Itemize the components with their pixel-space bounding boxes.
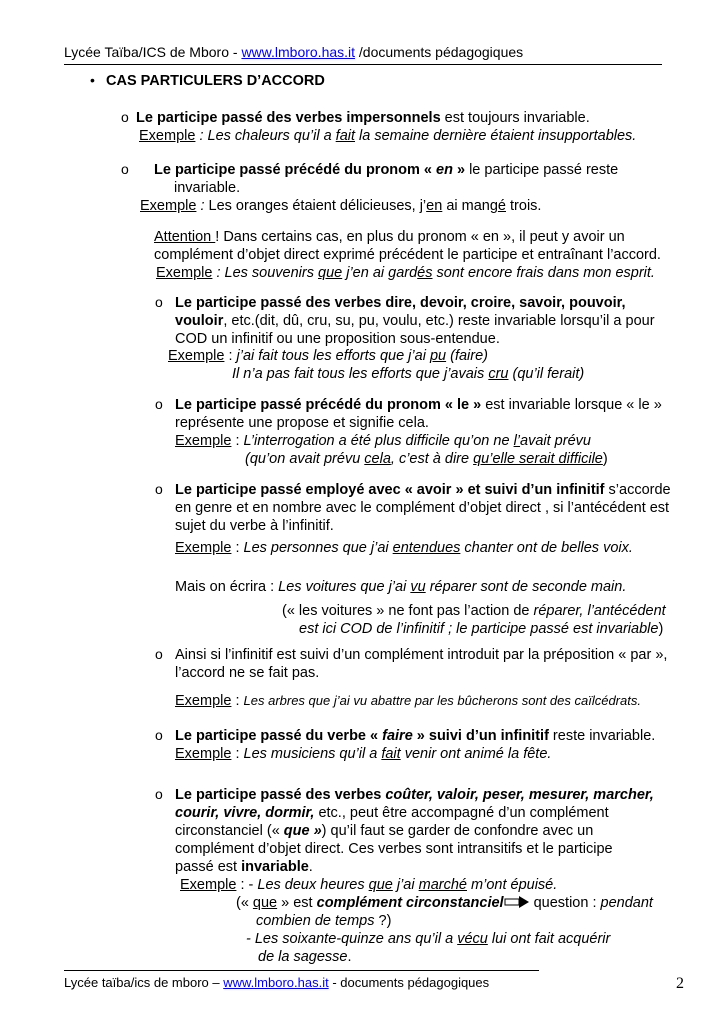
rule-3: Le participe passé des verbes dire, devoir, croire, savoir, pouvoir, vouloir, etc.(dit, dû, cru, su, pu, voulu, etc.) reste invariable lorsqu’il a pour COD un infinitif ou une proposition sous-entendue.: [175, 295, 655, 347]
footer-suffix: - documents pédagogiques: [328, 975, 490, 990]
footer-link[interactable]: www.lmboro.has.it: [223, 975, 329, 990]
rule-1: Le participe passé des verbes impersonnels est toujours invariable. Exemple : Les chaleurs qu’il a fait la semaine dernière étaient insupportables.: [136, 110, 637, 144]
header-prefix: Lycée Taïba/ICS de Mboro -: [64, 44, 242, 60]
bullet-circle: o: [121, 109, 129, 125]
rule-4: Le participe passé précédé du pronom « le » est invariable lorsque « le » représente une propose et signifie cela. Exemple : L’interrogation a été plus difficile qu’on ne l’avait prévu (qu’on avait prévu cela, c’est à dire qu’elle serait difficile): [175, 397, 662, 467]
bullet-dot: •: [90, 72, 95, 88]
header-suffix: /documents pédagogiques: [355, 44, 524, 60]
rule-8-example: Exemple : - Les deux heures que j’ai marché m’ont épuisé.: [180, 877, 558, 893]
rule-5-example: Exemple : Les personnes que j’ai entendues chanter ont de belles voix.: [175, 540, 633, 556]
rule-5-note: (« les voitures » ne font pas l’action de réparer, l’antécédent est ici COD de l’infinitif ; le participe passé est invariable): [282, 603, 666, 637]
rule-6-example: Exemple : Les arbres que j’ai vu abattre par les bûcherons sont des caïlcédrats.: [175, 693, 641, 709]
page-footer: [64, 975, 489, 990]
page-number: 2: [676, 975, 684, 992]
footer-rule: [64, 970, 539, 971]
bullet-circle: o: [155, 646, 163, 662]
bullet-circle: o: [155, 481, 163, 497]
rule-2-example: Exemple : Les oranges étaient délicieuses, j’en ai mangé trois.: [140, 198, 542, 214]
rule-7: Le participe passé du verbe « faire » suivi d’un infinitif reste invariable. Exemple : Les musiciens qu’il a fait venir ont animé la fête.: [175, 728, 656, 762]
rule-6: Ainsi si l’infinitif est suivi d’un complément introduit par la préposition « par », l’accord ne se fait pas.: [175, 647, 668, 681]
attention-note: Attention ! Dans certains cas, en plus du pronom « en », il peut y avoir un complément d’objet direct exprimé précédent le participe et entraînant l’accord. Exemple : Les souvenirs que j’en ai gardés sont encore frais dans mon esprit.: [154, 229, 661, 281]
rule-3-example: Exemple : j’ai fait tous les efforts que j’ai pu (faire) Il n’a pas fait tous les efforts que j’avais cru (qu’il ferait): [168, 348, 585, 382]
bullet-circle: o: [121, 161, 129, 177]
bullet-circle: o: [155, 294, 163, 310]
rule-8-explanation: (« que » est complément circonstanciel question : pendant combien de temps ?): [236, 895, 653, 929]
header-link[interactable]: www.lmboro.has.it: [241, 44, 356, 60]
rule-2: Le participe passé précédé du pronom « en » le participe passé reste invariable.: [154, 162, 619, 196]
bullet-circle: o: [155, 727, 163, 743]
page-header: [64, 44, 523, 60]
rule-8-example-2: - Les soixante-quinze ans qu’il a vécu lui ont fait acquérir de la sagesse.: [246, 931, 611, 965]
section-title: CAS PARTICULERS D’ACCORD: [106, 73, 325, 89]
arrow-right-icon: [504, 896, 530, 908]
rule-5: Le participe passé employé avec « avoir » et suivi d’un infinitif s’accorde en genre et en nombre avec le complément d’objet direct , si l’antécédent est sujet du verbe à l’infinitif.: [175, 482, 671, 534]
bullet-circle: o: [155, 396, 163, 412]
rule-5-counterexample: Mais on écrira : Les voitures que j’ai vu réparer sont de seconde main.: [175, 579, 627, 595]
bullet-circle: o: [155, 786, 163, 802]
header-rule: [64, 64, 662, 65]
rule-8: Le participe passé des verbes coûter, valoir, peser, mesurer, marcher, courir, vivre, dormir, etc., peut être accompagné d’un complément circonstanciel (« que ») qu’il faut se garder de confondre avec un complément d’objet direct. Ces verbes sont intransitifs et le participe passé est invariable.: [175, 787, 654, 875]
footer-prefix: Lycée taïba/ics de mboro –: [64, 975, 224, 990]
